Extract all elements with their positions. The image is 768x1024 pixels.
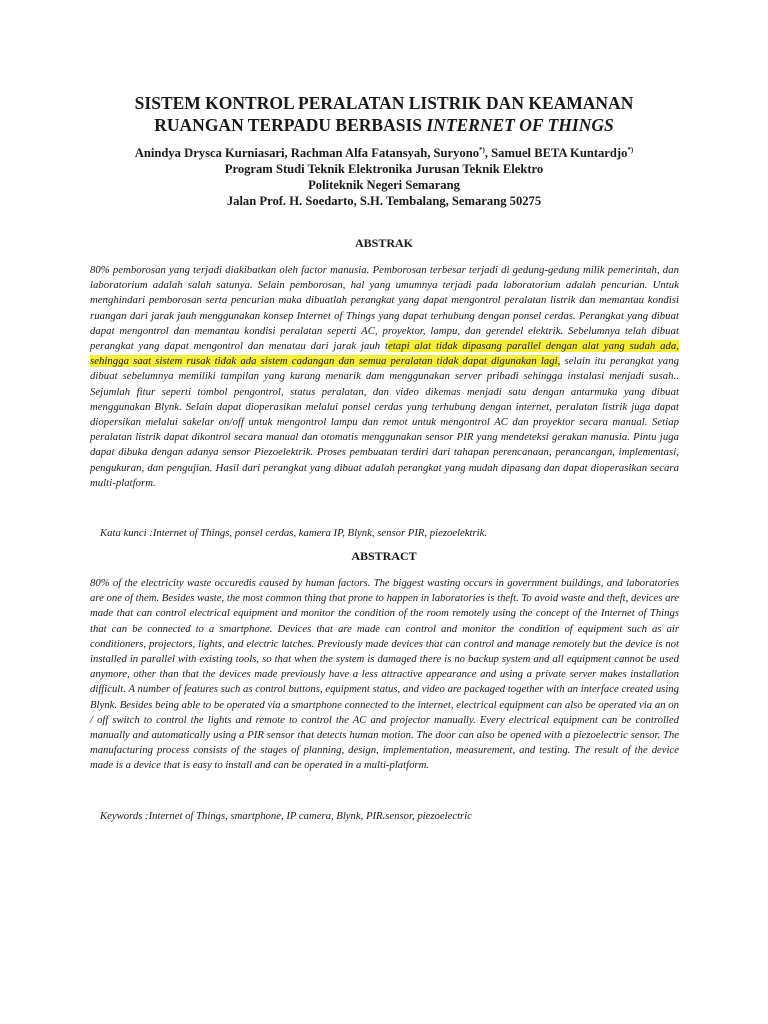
author-block bbox=[40, 145, 728, 209]
title-line-1: SISTEM KONTROL PERALATAN LISTRIK DAN KEAMANAN bbox=[134, 93, 634, 113]
title-line-2: RUANGAN TERPADU BERBASIS bbox=[154, 115, 427, 135]
paper-title bbox=[60, 92, 708, 136]
abstrak-body bbox=[90, 263, 679, 491]
abstrak-highlighted-text: etapi alat tidak dipasang parallel dengan alat yang sudah ada, sehingga saat sistem rusak tidak ada sistem cadangan dan semua peralatan tidak dapat digunakan lagi, bbox=[90, 340, 679, 368]
corresponding-mark-1: *) bbox=[479, 145, 485, 154]
abstract-body: 80% of the electricity waste occuredis caused by human factors. The biggest wasting occurs in government buildings, and laboratories are one of them. Besides waste, the most common thing that prone to happen in laboratories is theft. To avoid waste and theft, devices are made that can control electrical equipment and monitor the condition of the room remotely using the concept of the Internet of Things that can be connected to a smartphone. Devices that are made can control and monitor the condition of equipment such as air conditioners, projectors, lights, and electric latches. Previously made devices that can control and manage remotely but the device is not installed in parallel with existing tools, so that when the system is damaged there is no backup system and all equipment cannot be used anymore, other than that the devices made previously have a less attractive appearance and using a private server makes installation difficult. A number of features such as control buttons, equipment status, and video are packaged together with an interface created using Blynk. Besides being able to be operated via a smartphone connected to the internet, electrical equipment can also be operated via an on / off switch to control the lights and remote to control the AC and projector manually. Every electrical equipment can be controlled manually and automatically using a PIR sensor that detects human motion. The door can also be opened with a piezoelectric sensor. The manufacturing process consists of the stages of planning, design, implementation, measurement, and testing. The result of the device made is a device that is easy to install and can be operated in a multi-platform. bbox=[90, 577, 679, 772]
title-line-2-italic: INTERNET OF THINGS bbox=[426, 115, 614, 135]
author-list bbox=[40, 145, 728, 161]
keywords-en: Keywords :Internet of Things, smartphone, IP camera, Blynk, PIR.sensor, piezoelectric bbox=[100, 810, 472, 822]
abstrak-text-after: selain itu perangkat yang dibuat sebelumnya memiliki tampilan yang kurang menarik dam menggunakan server pribadi sehingga instalasi menjadi susah.. Sejumlah fitur seperti tombol pengontrol, status peralatan, dan video dikemas menjadi satu dengan antarmuka yang dibuat menggunakan Blynk. Selain dapat dioperasikan melalui ponsel cerdas yang terhubung dengan internet, peralatan listrik juga dapat diopersikan melalui sakelar on/off untuk mengontrol lampu dan remot untuk mengontrol AC dan proyektor secara manual. Setiap peralatan listrik dapat dikontrol secara manual dan otomatis menggunakan sensor PIR yang mendeteksi gerakan manusia. Pintu juga dapat dibuka dengan adanya sensor Piezoelektrik. Proses pembuatan terdiri dari tahapan perencanaan, perancangan, implementasi, pengukuran, dan pengujian. Hasil dari perangkat yang dibuat adalah perangkat yang mudah dipasang dan dapat dioperasikan secara multi-platform. bbox=[90, 355, 679, 489]
author-names-1: Anindya Drysca Kurniasari, Rachman Alfa Fatansyah, Suryono bbox=[134, 146, 480, 160]
affiliation-line-1: Program Studi Teknik Elektronika Jurusan Teknik Elektro bbox=[224, 162, 544, 176]
affiliation-line-2: Politeknik Negeri Semarang bbox=[308, 178, 460, 192]
corresponding-mark-2: *) bbox=[627, 145, 634, 154]
author-names-2: , Samuel BETA Kuntardjo bbox=[484, 146, 628, 160]
abstrak-text-before: 80% pemborosan yang terjadi diakibatkan oleh factor manusia. Pemborosan terbesar terjadi di gedung-gedung milik pemerintah, dan laboratorium adalah salah satunya. Selain pemborosan, hal yang umumnya terjadi pada laboratorium adalah pencurian. Untuk menghindari pemborosan serta pencurian maka dibuatlah perangkat yang dapat mengontrol peralatan listrik dan memantau kondisi ruangan dari jarak jauh menggunakan konsep Internet of Things yang dapat terhubung dengan ponsel cerdas. Perangkat yang dibuat dapat mengontrol dan memantau kondisi peralatan seperti AC, proyektor, lampu, dan gerendel elektrik. Sebelumnya telah dibuat perangkat yang dapat mengontrol dan menatau dari jarak jauh t bbox=[90, 264, 679, 353]
affiliation-line-3: Jalan Prof. H. Soedarto, S.H. Tembalang, Semarang 50275 bbox=[226, 194, 542, 208]
abstrak-heading: ABSTRAK bbox=[354, 236, 413, 250]
abstract-heading: ABSTRACT bbox=[351, 549, 417, 563]
kata-kunci: Kata kunci :Internet of Things, ponsel cerdas, kamera IP, Blynk, sensor PIR, piezoelektrik. bbox=[100, 527, 488, 539]
